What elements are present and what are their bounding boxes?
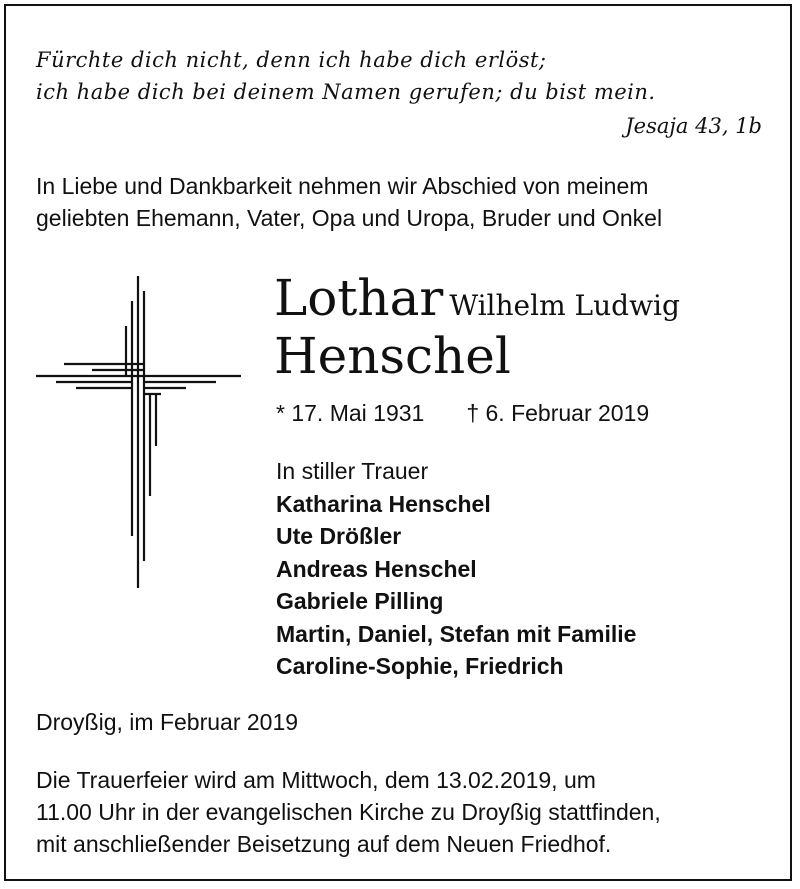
verse-reference: Jesaja 43, 1b bbox=[625, 114, 762, 138]
mourner-name: Martin, Daniel, Stefan mit Familie bbox=[276, 620, 637, 647]
mourner-name: Andreas Henschel bbox=[276, 555, 477, 582]
funeral-line-1: Die Trauerfeier wird am Mittwoch, dem 13.02.2019, um bbox=[36, 767, 596, 793]
birth-date: * 17. Mai 1931 bbox=[276, 400, 425, 426]
deceased-name-line bbox=[274, 268, 680, 328]
life-dates bbox=[276, 398, 649, 428]
mourner-name: Caroline-Sophie, Friedrich bbox=[276, 653, 564, 679]
mourners-list bbox=[276, 455, 636, 683]
intro-text bbox=[36, 170, 662, 234]
funeral-line-3: mit anschließender Beisetzung auf dem Neuen Friedhof. bbox=[36, 831, 612, 857]
intro-line-2: geliebten Ehemann, Vater, Opa und Uropa, Bruder und Onkel bbox=[36, 205, 663, 231]
mourner-name: Ute Drößler bbox=[276, 523, 402, 549]
cross-icon bbox=[36, 276, 241, 588]
deceased-last-name: Henschel bbox=[274, 327, 511, 385]
funeral-notice bbox=[36, 764, 661, 860]
death-date: † 6. Februar 2019 bbox=[466, 400, 650, 426]
verse-line-1: Fürchte dich nicht, denn ich habe dich erlöst; bbox=[36, 48, 547, 72]
verse-line-2: ich habe dich bei deinem Namen gerufen; du bist mein. bbox=[36, 80, 656, 104]
deceased-first-name: Lothar bbox=[274, 269, 444, 327]
place-and-date: Droyßig, im Februar 2019 bbox=[36, 709, 299, 735]
deceased-middle-names: Wilhelm Ludwig bbox=[449, 289, 680, 322]
mourner-name: Gabriele Pilling bbox=[276, 588, 444, 614]
mourner-name: Katharina Henschel bbox=[276, 490, 491, 517]
bible-verse bbox=[36, 44, 656, 108]
funeral-line-2: 11.00 Uhr in der evangelischen Kirche zu Droyßig stattfinden, bbox=[36, 799, 661, 825]
obituary-frame bbox=[4, 4, 792, 881]
intro-line-1: In Liebe und Dankbarkeit nehmen wir Abschied von meinem bbox=[36, 173, 649, 199]
mourners-lead: In stiller Trauer bbox=[276, 458, 429, 484]
